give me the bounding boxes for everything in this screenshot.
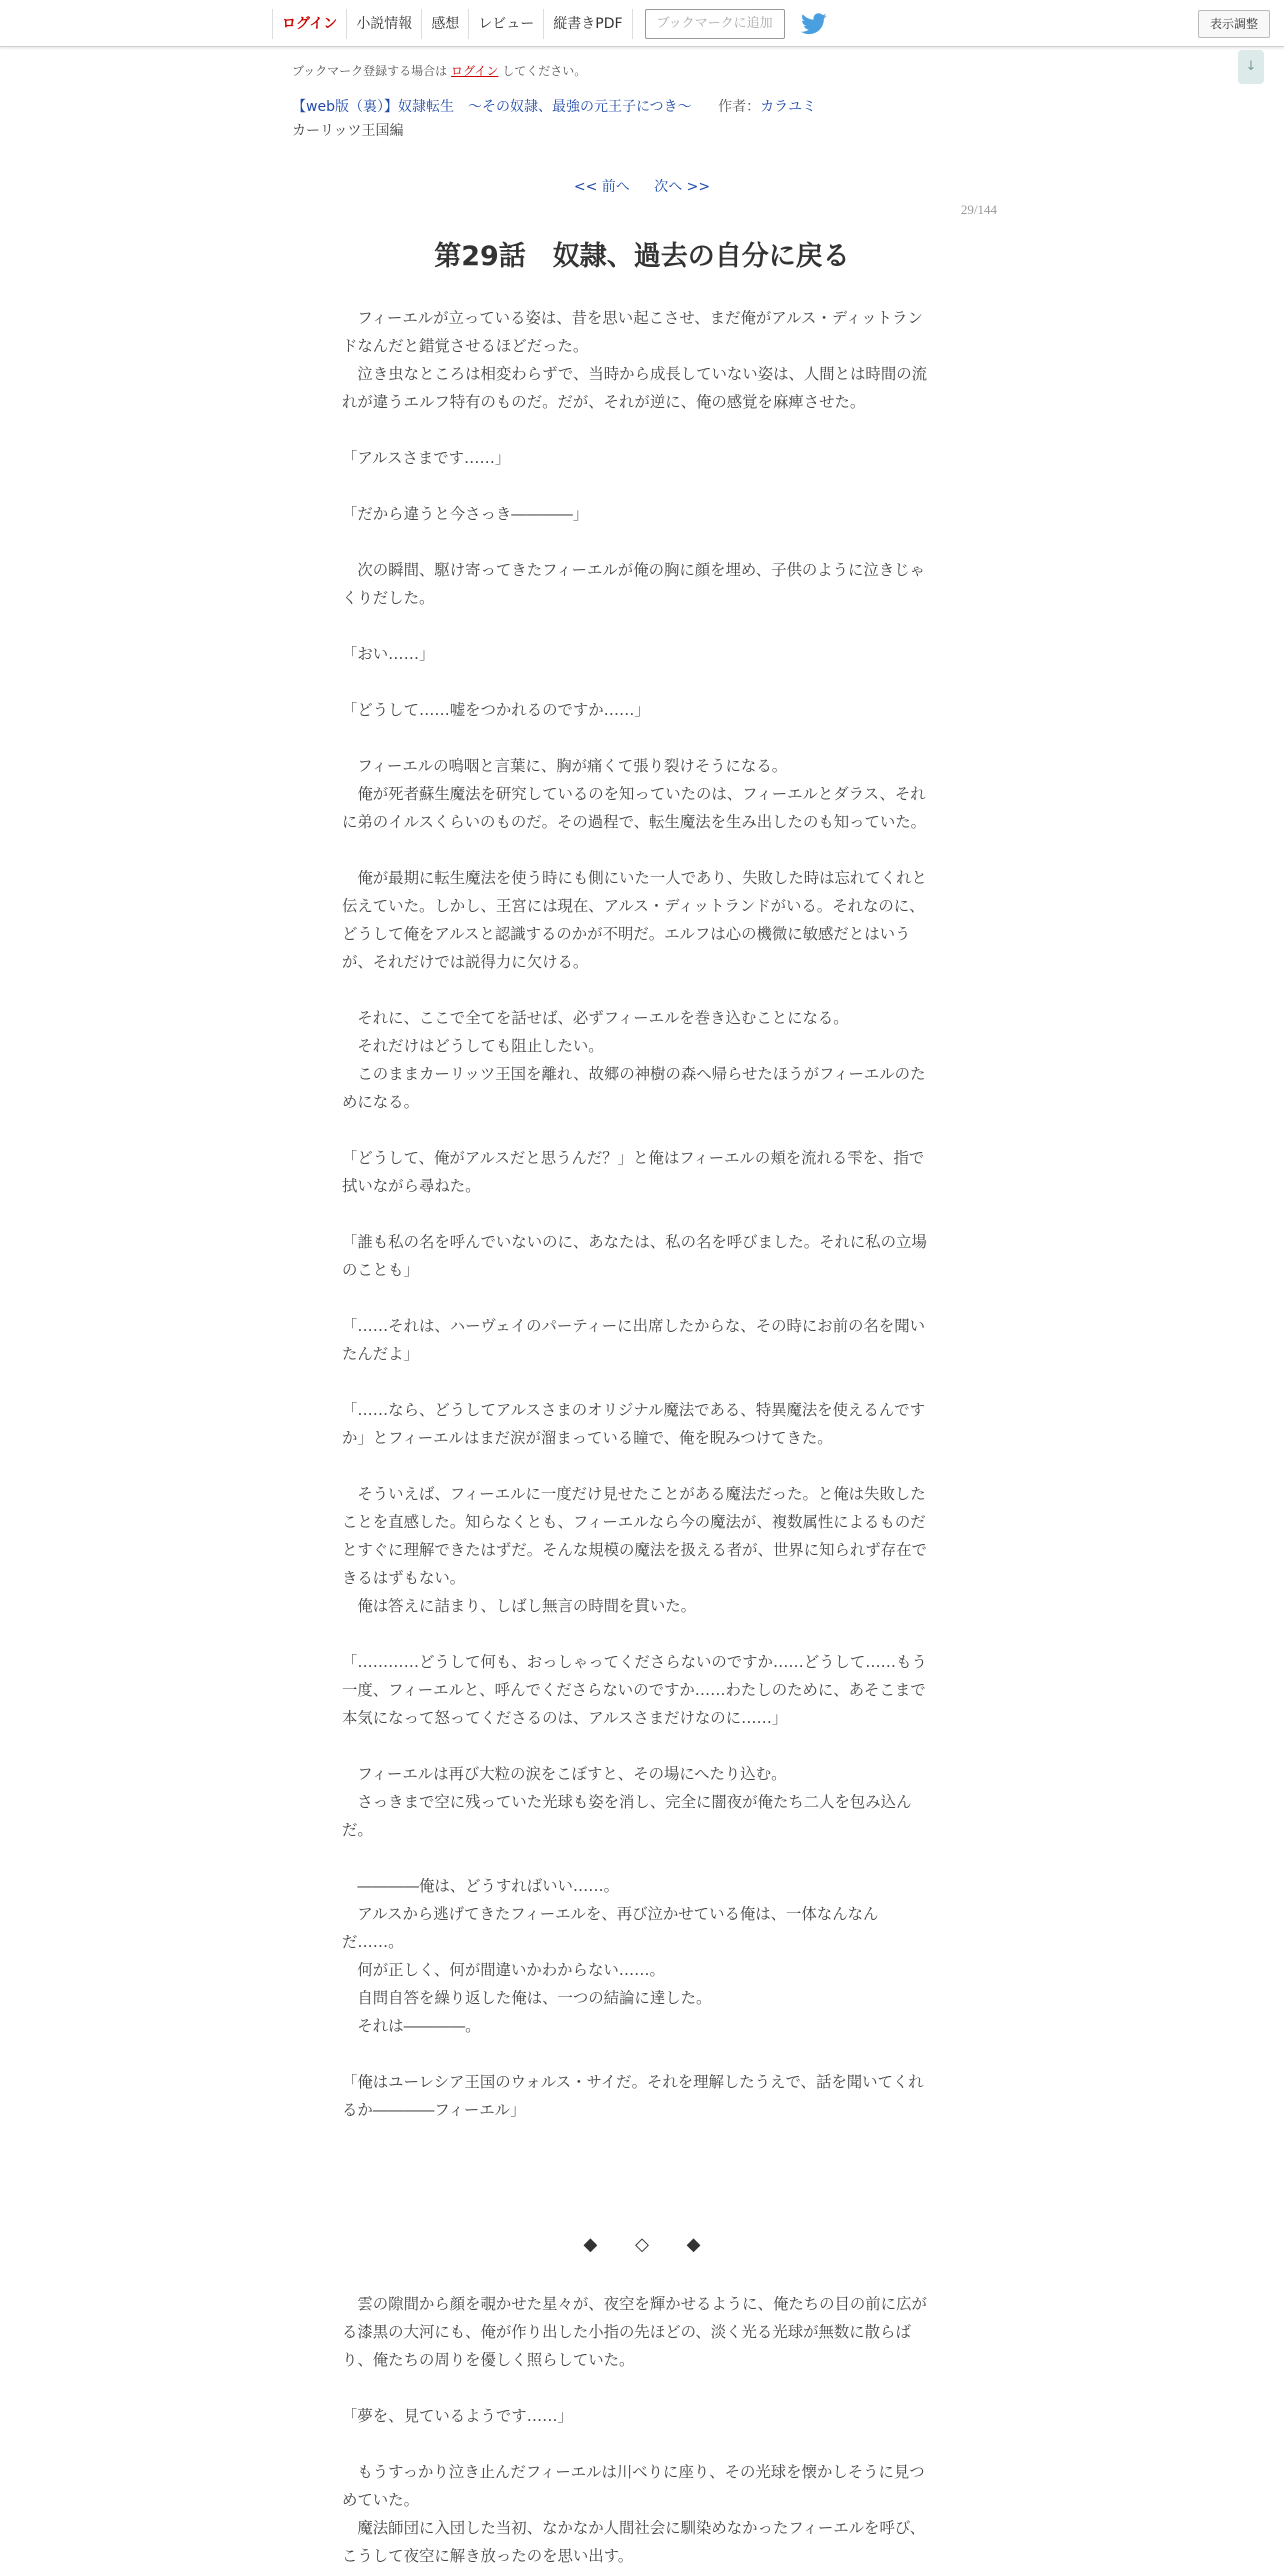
author-label: 作者： bbox=[718, 99, 761, 115]
paragraph: 「俺はユーレシア王国のウォルス・サイだ。それを理解したうえで、話を聞いてくれるか――――フィーエル」 bbox=[342, 2073, 924, 2119]
author-link[interactable]: カラユミ bbox=[760, 99, 817, 115]
paragraph: 俺が最期に転生魔法を使う時にも側にいた一人であり、失敗した時は忘れてくれと伝えていた。しかし、王宮には現在、アルス・ディットランドがいる。それなのに、どうして俺をアルスと認識するのかが不明だ。エルフは心の機微に敏感だとはいうが、それだけでは説得力に欠ける。 bbox=[342, 869, 927, 971]
paragraph: 「夢を、見ているようです……」 bbox=[342, 2407, 573, 2425]
nav-vertical-pdf[interactable]: 縦書きPDF bbox=[543, 9, 632, 39]
paragraph bbox=[342, 1732, 936, 1760]
paragraph bbox=[342, 668, 936, 696]
paragraph: アルスから逃げてきたフィーエルを、再び泣かせている俺は、一体なんなんだ……。 bbox=[342, 1905, 879, 1951]
paragraph: そういえば、フィーエルに一度だけ見せたことがある魔法だった。と俺は失敗したことを直感した。知らなくとも、フィーエルなら今の魔法が、複数属性によるものだとすぐに理解できたはずだ。そんな規模の魔法を扱える者が、世界に知られず存在できるはずもない。 bbox=[342, 1485, 927, 1587]
display-settings-button[interactable]: 表示調整 bbox=[1198, 10, 1270, 38]
paragraph: 雲の隙間から顔を覗かせた星々が、夜空を輝かせるように、俺たちの目の前に広がる漆黒の大河にも、俺が作り出した小指の先ほどの、淡く光る光球が無数に散らばり、俺たちの周りを優しく照らしていた。 bbox=[342, 2295, 927, 2369]
bookmark-login-notice bbox=[292, 62, 586, 79]
paragraph: 「アルスさまです……」 bbox=[342, 449, 511, 467]
paragraph: それだけはどうしても阻止したい。 bbox=[342, 1037, 604, 1055]
nav-review[interactable]: レビュー bbox=[468, 9, 543, 39]
paragraph: 「どうして、俺がアルスだと思うんだ？」と俺はフィーエルの頬を流れる雫を、指で拭いながら尋ねた。 bbox=[342, 1149, 925, 1195]
next-chapter-link[interactable]: 次へ >> bbox=[654, 179, 711, 195]
paragraph: それに、ここで全てを話せば、必ずフィーエルを巻き込むことになる。 bbox=[342, 1009, 849, 1027]
paragraph bbox=[342, 724, 936, 752]
paragraph bbox=[342, 2040, 936, 2068]
chapter-pager bbox=[0, 176, 1284, 196]
paragraph: もうすっかり泣き止んだフィーエルは川べりに座り、その光球を懐かしそうに見つめていた。 bbox=[342, 2463, 925, 2509]
paragraph: フィーエルが立っている姿は、昔を思い起こさせ、まだ俺がアルス・ディットランドなんだと錯覚させるほどだった。 bbox=[342, 309, 923, 355]
paragraph bbox=[342, 528, 936, 556]
previous-chapter-link[interactable]: << 前へ bbox=[573, 179, 630, 195]
paragraph: 「おい……」 bbox=[342, 645, 435, 663]
paragraph bbox=[342, 2430, 936, 2458]
paragraph: ――――俺は、どうすればいい……。 bbox=[342, 1877, 620, 1895]
paragraph bbox=[342, 1844, 936, 1872]
novel-body-after-separator bbox=[342, 2290, 936, 2570]
paragraph: 「……なら、どうしてアルスさまのオリジナル魔法である、特異魔法を使えるんですか」とフィーエルはまだ涙が溜まっている瞳で、俺を睨みつけてきた。 bbox=[342, 1401, 925, 1447]
paragraph bbox=[342, 1620, 936, 1648]
paragraph bbox=[342, 836, 936, 864]
paragraph: 自問自答を繰り返した俺は、一つの結論に達した。 bbox=[342, 1989, 712, 2007]
paragraph: 泣き虫なところは相変わらずで、当時から成長していない姿は、人間とは時間の流れが違うエルフ特有のものだ。だが、それが逆に、俺の感覚を麻痺させた。 bbox=[342, 365, 927, 411]
paragraph: このままカーリッツ王国を離れ、故郷の神樹の森へ帰らせたほうがフィーエルのためになる。 bbox=[342, 1065, 926, 1111]
paragraph bbox=[342, 1284, 936, 1312]
notice-text-after: してください。 bbox=[502, 64, 587, 78]
scene-separator bbox=[0, 2234, 1284, 2262]
paragraph: 「……それは、ハーヴェイのパーティーに出席したからな、その時にお前の名を聞いたんだよ」 bbox=[342, 1317, 925, 1363]
separator-diamond-filled: ◆ bbox=[686, 2234, 701, 2255]
separator-diamond-filled: ◆ bbox=[583, 2234, 598, 2255]
paragraph bbox=[342, 976, 936, 1004]
paragraph: 俺は答えに詰まり、しばし無言の時間を貫いた。 bbox=[342, 1597, 696, 1615]
paragraph bbox=[342, 416, 936, 444]
chapter-group-title: カーリッツ王国編 bbox=[292, 123, 404, 139]
paragraph: 「誰も私の名を呼んでいないのに、あなたは、私の名を呼びました。それに私の立場のことも」 bbox=[342, 1233, 927, 1279]
notice-text-before: ブックマーク登録する場合は bbox=[292, 64, 448, 78]
nav-items bbox=[272, 8, 827, 40]
paragraph: それは――――。 bbox=[342, 2017, 481, 2035]
paragraph: さっきまで空に残っていた光球も姿を消し、完全に闇夜が俺たち二人を包み込んだ。 bbox=[342, 1793, 912, 1839]
paragraph: 「どうして……嘘をつかれるのですか……」 bbox=[342, 701, 650, 719]
paragraph: 「…………どうして何も、おっしゃってくださらないのですか……どうして……もう一度、フィーエルと、呼んでくださらないのですか……わたしのために、あそこまで本気になって怒ってくださるのは、アルスさまだけなのに……」 bbox=[342, 1653, 927, 1727]
paragraph: 魔法師団に入団した当初、なかなか人間社会に馴染めなかったフィーエルを呼び、こうして夜空に解き放ったのを思い出す。 bbox=[342, 2519, 925, 2565]
paragraph: 俺が死者蘇生魔法を研究しているのを知っていたのは、フィーエルとダラス、それに弟のイルスくらいのものだ。その過程で、転生魔法を生み出したのも知っていた。 bbox=[342, 785, 927, 831]
nav-novel-info[interactable]: 小説情報 bbox=[346, 9, 421, 39]
add-bookmark-button[interactable]: ブックマークに追加 bbox=[645, 9, 785, 39]
novel-body bbox=[342, 304, 936, 2124]
paragraph: 何が正しく、何が間違いかわからない……。 bbox=[342, 1961, 665, 1979]
nav-impressions[interactable]: 感想 bbox=[421, 9, 468, 39]
paragraph bbox=[342, 1452, 936, 1480]
series-info bbox=[292, 96, 816, 116]
paragraph bbox=[342, 472, 936, 500]
scroll-down-arrow-icon[interactable]: ↓ bbox=[1238, 50, 1264, 84]
paragraph: フィーエルの嗚咽と言葉に、胸が痛くて張り裂けそうになる。 bbox=[342, 757, 788, 775]
paragraph: 次の瞬間、駆け寄ってきたフィーエルが俺の胸に顔を埋め、子供のように泣きじゃくりだした。 bbox=[342, 561, 925, 607]
chapter-title: 第29話 奴隷、過去の自分に戻る bbox=[434, 241, 850, 272]
paragraph bbox=[342, 612, 936, 640]
chapter-count: 29/144 bbox=[960, 202, 997, 217]
separator-diamond-outline: ◇ bbox=[635, 2234, 649, 2255]
paragraph bbox=[342, 1368, 936, 1396]
paragraph: フィーエルは再び大粒の涙をこぼすと、その場にへたり込む。 bbox=[342, 1765, 787, 1783]
paragraph bbox=[342, 1116, 936, 1144]
paragraph bbox=[342, 2374, 936, 2402]
notice-login-link[interactable]: ログイン bbox=[451, 64, 499, 78]
paragraph: 「だから違うと今さっき――――」 bbox=[342, 505, 589, 523]
twitter-bird-icon[interactable] bbox=[801, 13, 827, 35]
top-navigation-bar bbox=[0, 0, 1284, 47]
series-title-link[interactable]: 【web版（裏）】奴隷転生 ～その奴隷、最強の元王子につき～ bbox=[292, 99, 692, 115]
nav-login[interactable]: ログイン bbox=[272, 9, 346, 39]
paragraph bbox=[342, 1200, 936, 1228]
